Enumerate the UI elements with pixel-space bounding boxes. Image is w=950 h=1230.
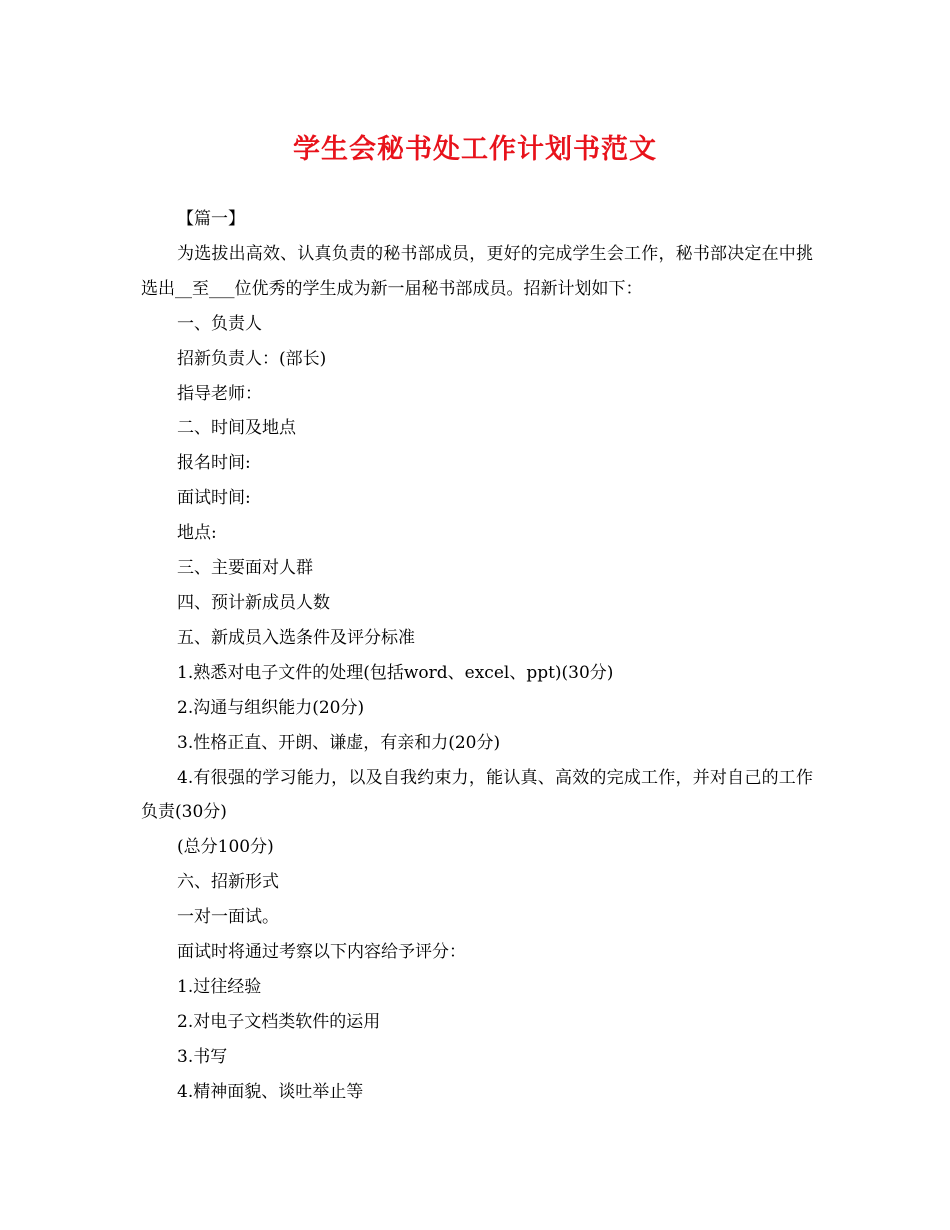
heading-target-audience: 三、主要面对人群	[177, 558, 313, 579]
heading-criteria: 五、新成员入选条件及评分标准	[177, 627, 415, 648]
total-score-line: (总分100分)	[177, 837, 274, 858]
interview-item-1: 1.过往经验	[177, 976, 262, 997]
interview-intro-line: 面试时将通过考察以下内容给予评分：	[177, 942, 466, 963]
criteria-item-4: 4.有很强的学习能力，以及自我约束力，能认真、高效的完成工作，并对自己的工作负责(30分)	[141, 767, 813, 823]
recruit-lead-line: 招新负责人：(部长)	[177, 348, 327, 369]
signup-time-line: 报名时间:	[177, 453, 251, 474]
document-title: 学生会秘书处工作计划书范文	[293, 134, 657, 165]
intro-paragraph: 为选拔出高效、认真负责的秘书部成员，更好的完成学生会工作，秘书部决定在中挑选出__至___位优秀的学生成为新一届秘书部成员。招新计划如下：	[141, 243, 813, 299]
interview-item-3: 3.书写	[177, 1046, 228, 1067]
format-line: 一对一面试。	[177, 907, 279, 928]
heading-time-location: 二、时间及地点	[177, 418, 296, 439]
interview-time-line: 面试时间:	[177, 488, 251, 509]
criteria-item-2: 2.沟通与组织能力(20分)	[177, 697, 365, 718]
section-heading-part-one: 【篇一】	[177, 209, 245, 229]
interview-item-2: 2.对电子文档类软件的运用	[177, 1011, 381, 1032]
heading-expected-number: 四、预计新成员人数	[177, 592, 330, 613]
criteria-item-1: 1.熟悉对电子文件的处理(包括word、excel、ppt)(30分)	[177, 662, 614, 683]
heading-recruit-format: 六、招新形式	[177, 872, 279, 893]
location-line: 地点:	[177, 523, 217, 544]
heading-person-in-charge: 一、负责人	[177, 313, 262, 334]
document-body	[141, 202, 813, 1110]
criteria-item-3: 3.性格正直、开朗、谦虚，有亲和力(20分)	[177, 732, 501, 753]
interview-item-4: 4.精神面貌、谈吐举止等	[177, 1081, 364, 1102]
advisor-line: 指导老师：	[177, 383, 262, 404]
